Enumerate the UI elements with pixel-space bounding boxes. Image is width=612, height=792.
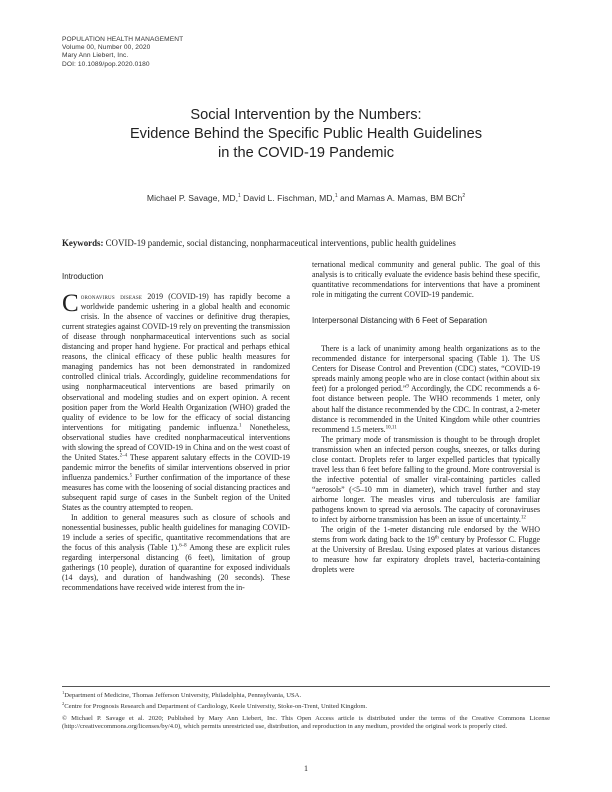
title-line-3: in the COVID-19 Pandemic [217, 145, 395, 161]
dist3-text-a: The origin of the 1-meter distancing rule endorsed by the WHO stems from work dating back to the 19 [312, 525, 540, 545]
footnotes [62, 689, 550, 732]
title-line-2: Evidence Behind the Specific Public Health Guidelines [129, 126, 483, 142]
footnote-text: Department of Medicine, Thomas Jefferson University, Philadelphia, Pennsylvania, USA. [64, 692, 302, 700]
section-heading-introduction: Introduction [62, 272, 104, 281]
footnote-affiliation-2 [62, 700, 550, 711]
intro-continuation: ternational medical community and general public. The goal of this analysis is to critically evaluate the evidence basis behind these specific, quantitative recommendations for interventions that have a prominent role in mitigating the current COVID-19 pandemic. [312, 260, 540, 300]
author-savage: Michael P. Savage, MD, [146, 193, 238, 203]
left-column [62, 272, 290, 593]
section-heading-distancing: Interpersonal Distancing with 6 Feet of Separation [312, 316, 488, 326]
intro-text-d: Further confirmation of the importance of these measures has come with the loosening of social distancing practices and subsequent rapid surge of cases in the Sunbelt region of the United States as the country attempted to reopen. [62, 472, 290, 513]
journal-name: POPULATION HEALTH MANAGEMENT [62, 36, 184, 43]
journal-doi[interactable]: DOI: 10.1089/pop.2020.0180 [62, 60, 150, 68]
author-savage-affiliation: 1 [237, 193, 241, 200]
footnote-divider [62, 686, 550, 687]
license-statement: © Michael P. Savage et al. 2020; Published by Mary Ann Liebert, Inc. This Open Access article is distributed under the terms of the Creative Commons License (http://creativecommons.org/licenses/by/4.0), which permits unrestricted use, distribution, and reproduction in any medium, provided the original work is properly cited. [62, 714, 550, 731]
author-mamas: Mamas A. Mamas, BM BCh [356, 193, 463, 203]
journal-volume: Volume 00, Number 00, 2020 [62, 44, 151, 52]
distancing-paragraph-1 [312, 344, 540, 434]
footnote-affiliation-1 [62, 689, 550, 700]
keywords [62, 238, 562, 248]
citation: 1 [238, 423, 242, 429]
citation: 10,11 [385, 425, 397, 430]
dist1-text-b: Accordingly, the CDC recommends a 6-foot distance between people. The WHO recommends 1 meter, only about half the distance recommended by the CDC. In contrast, a 2-meter distance is recommended in the United Kingdom while other countries recommend 1.5 meters. [312, 384, 540, 434]
citation: 2–4 [119, 453, 128, 459]
distancing-paragraph-2 [312, 435, 540, 525]
intro2-text-b: Among these are explicit rules regarding interpersonal distancing (6 feet), limitation of group gatherings (10 people), duration of quarantine for exposed individuals (14 days), and duration of handwashing (20 seconds). These recommendations have received wide interest from the in- [62, 543, 290, 593]
author-fischman: David L. Fischman, MD, [243, 193, 335, 203]
journal-header [62, 36, 183, 69]
intro-text-a: 2019 (COVID-19) has rapidly become a worldwide pandemic ushering in a global health and economic crisis. In the absence of vaccines or definitive drug therapies, current strategies against COVID-19 rely on preventing the transmission of disease through nonpharmaceutical interventions such as social distancing and proper hand hygiene. For practical and perhaps ethical reasons, the clinical efficacy of these public health measures for managing pandemics has not been demonstrated in randomized controlled clinical trials. Accordingly, guideline recommendations for using nonpharmaceutical interventions are based primarily on observational and modeling studies and on expert opinion. A recent position paper from the World Health Organization (WHO) graded the quality of evidence to be low for the efficacy of social distancing interventions for mitigating pandemic influenza. [62, 292, 290, 432]
article-title [62, 106, 550, 163]
author-fischman-affiliation: 1 [334, 193, 338, 200]
right-column [312, 260, 540, 575]
intro-paragraph-1 [62, 292, 290, 513]
journal-publisher: Mary Ann Liebert, Inc. [62, 52, 129, 60]
citation: 9 [406, 384, 409, 390]
author-list [62, 193, 550, 203]
keywords-label: Keywords: [62, 238, 104, 248]
intro-text-b: Nonetheless, observational studies have credited nonpharmaceutical interventions with slowing the spread of COVID-19 in China and on the west coast of the United States. [62, 422, 290, 462]
intro2-text-a: In addition to general measures such as closure of schools and nonessential businesses, public health guidelines for managing COVID-19 include a series of specific, quantitative recommendations that are the focus of this analysis (Table 1). [62, 513, 290, 553]
footnote-marker: 1 [62, 690, 65, 695]
page-number: 1 [304, 764, 308, 773]
intro-text-c: These apparent salutary effects in the COVID-19 pandemic mirror the benefits of similar interventions observed in prior influenza pandemics. [62, 452, 290, 482]
superscript-th: th [434, 535, 439, 541]
citation: 12 [520, 515, 526, 521]
intro-paragraph-2 [62, 513, 290, 593]
author-conjunction: and [340, 193, 355, 203]
drop-cap: C [62, 290, 79, 318]
footnote-text: Centre for Prognosis Research and Department of Cardiology, Keele University, Stoke-on-Trent, United Kingdom. [64, 703, 368, 711]
keywords-text: COVID-19 pandemic, social distancing, nonpharmaceutical interventions, public health guidelines [105, 238, 456, 248]
footnote-marker: 2 [62, 701, 65, 707]
dist3-text-b: century by Professor C. Flugge at the University of Breslau. Using exposed plates at various distances to measure how far expiratory droplets travel, bacteria-containing droplets were [312, 535, 541, 575]
author-mamas-affiliation: 2 [462, 193, 466, 200]
citation: 6–8 [179, 543, 187, 549]
dist1-text-a: There is a lack of unanimity among health organizations as to the recommended distance for interpersonal spacing (Table 1). The US Centers for Disease Control and Prevention (CDC) states, “COVID-19 spreads mainly among people who are in close contact (within about six feet) for a prolonged period.” [312, 344, 540, 394]
title-line-1: Social Intervention by the Numbers: [190, 107, 422, 123]
distancing-paragraph-3 [312, 525, 540, 575]
citation: 5 [129, 473, 133, 479]
intro-smallcaps: oronavirus disease [80, 292, 143, 302]
dist2-text: The primary mode of transmission is thought to be through droplet transmission when an infected person coughs, sneezes, or talks during close contact. Droplets refer to larger expelled particles that typically travel less than 6 feet before falling to the ground. More controversial is the infective potential of smaller viral-containing particles called “aerosols” (<5–10 mm in diameter), which travel further and stay airborne longer. The measles virus and tuberculosis are familiar pathogens known to spread via aerosols. The capacity of coronaviruses to infect by airborne transmission has been an issue of uncertainty. [312, 434, 540, 525]
